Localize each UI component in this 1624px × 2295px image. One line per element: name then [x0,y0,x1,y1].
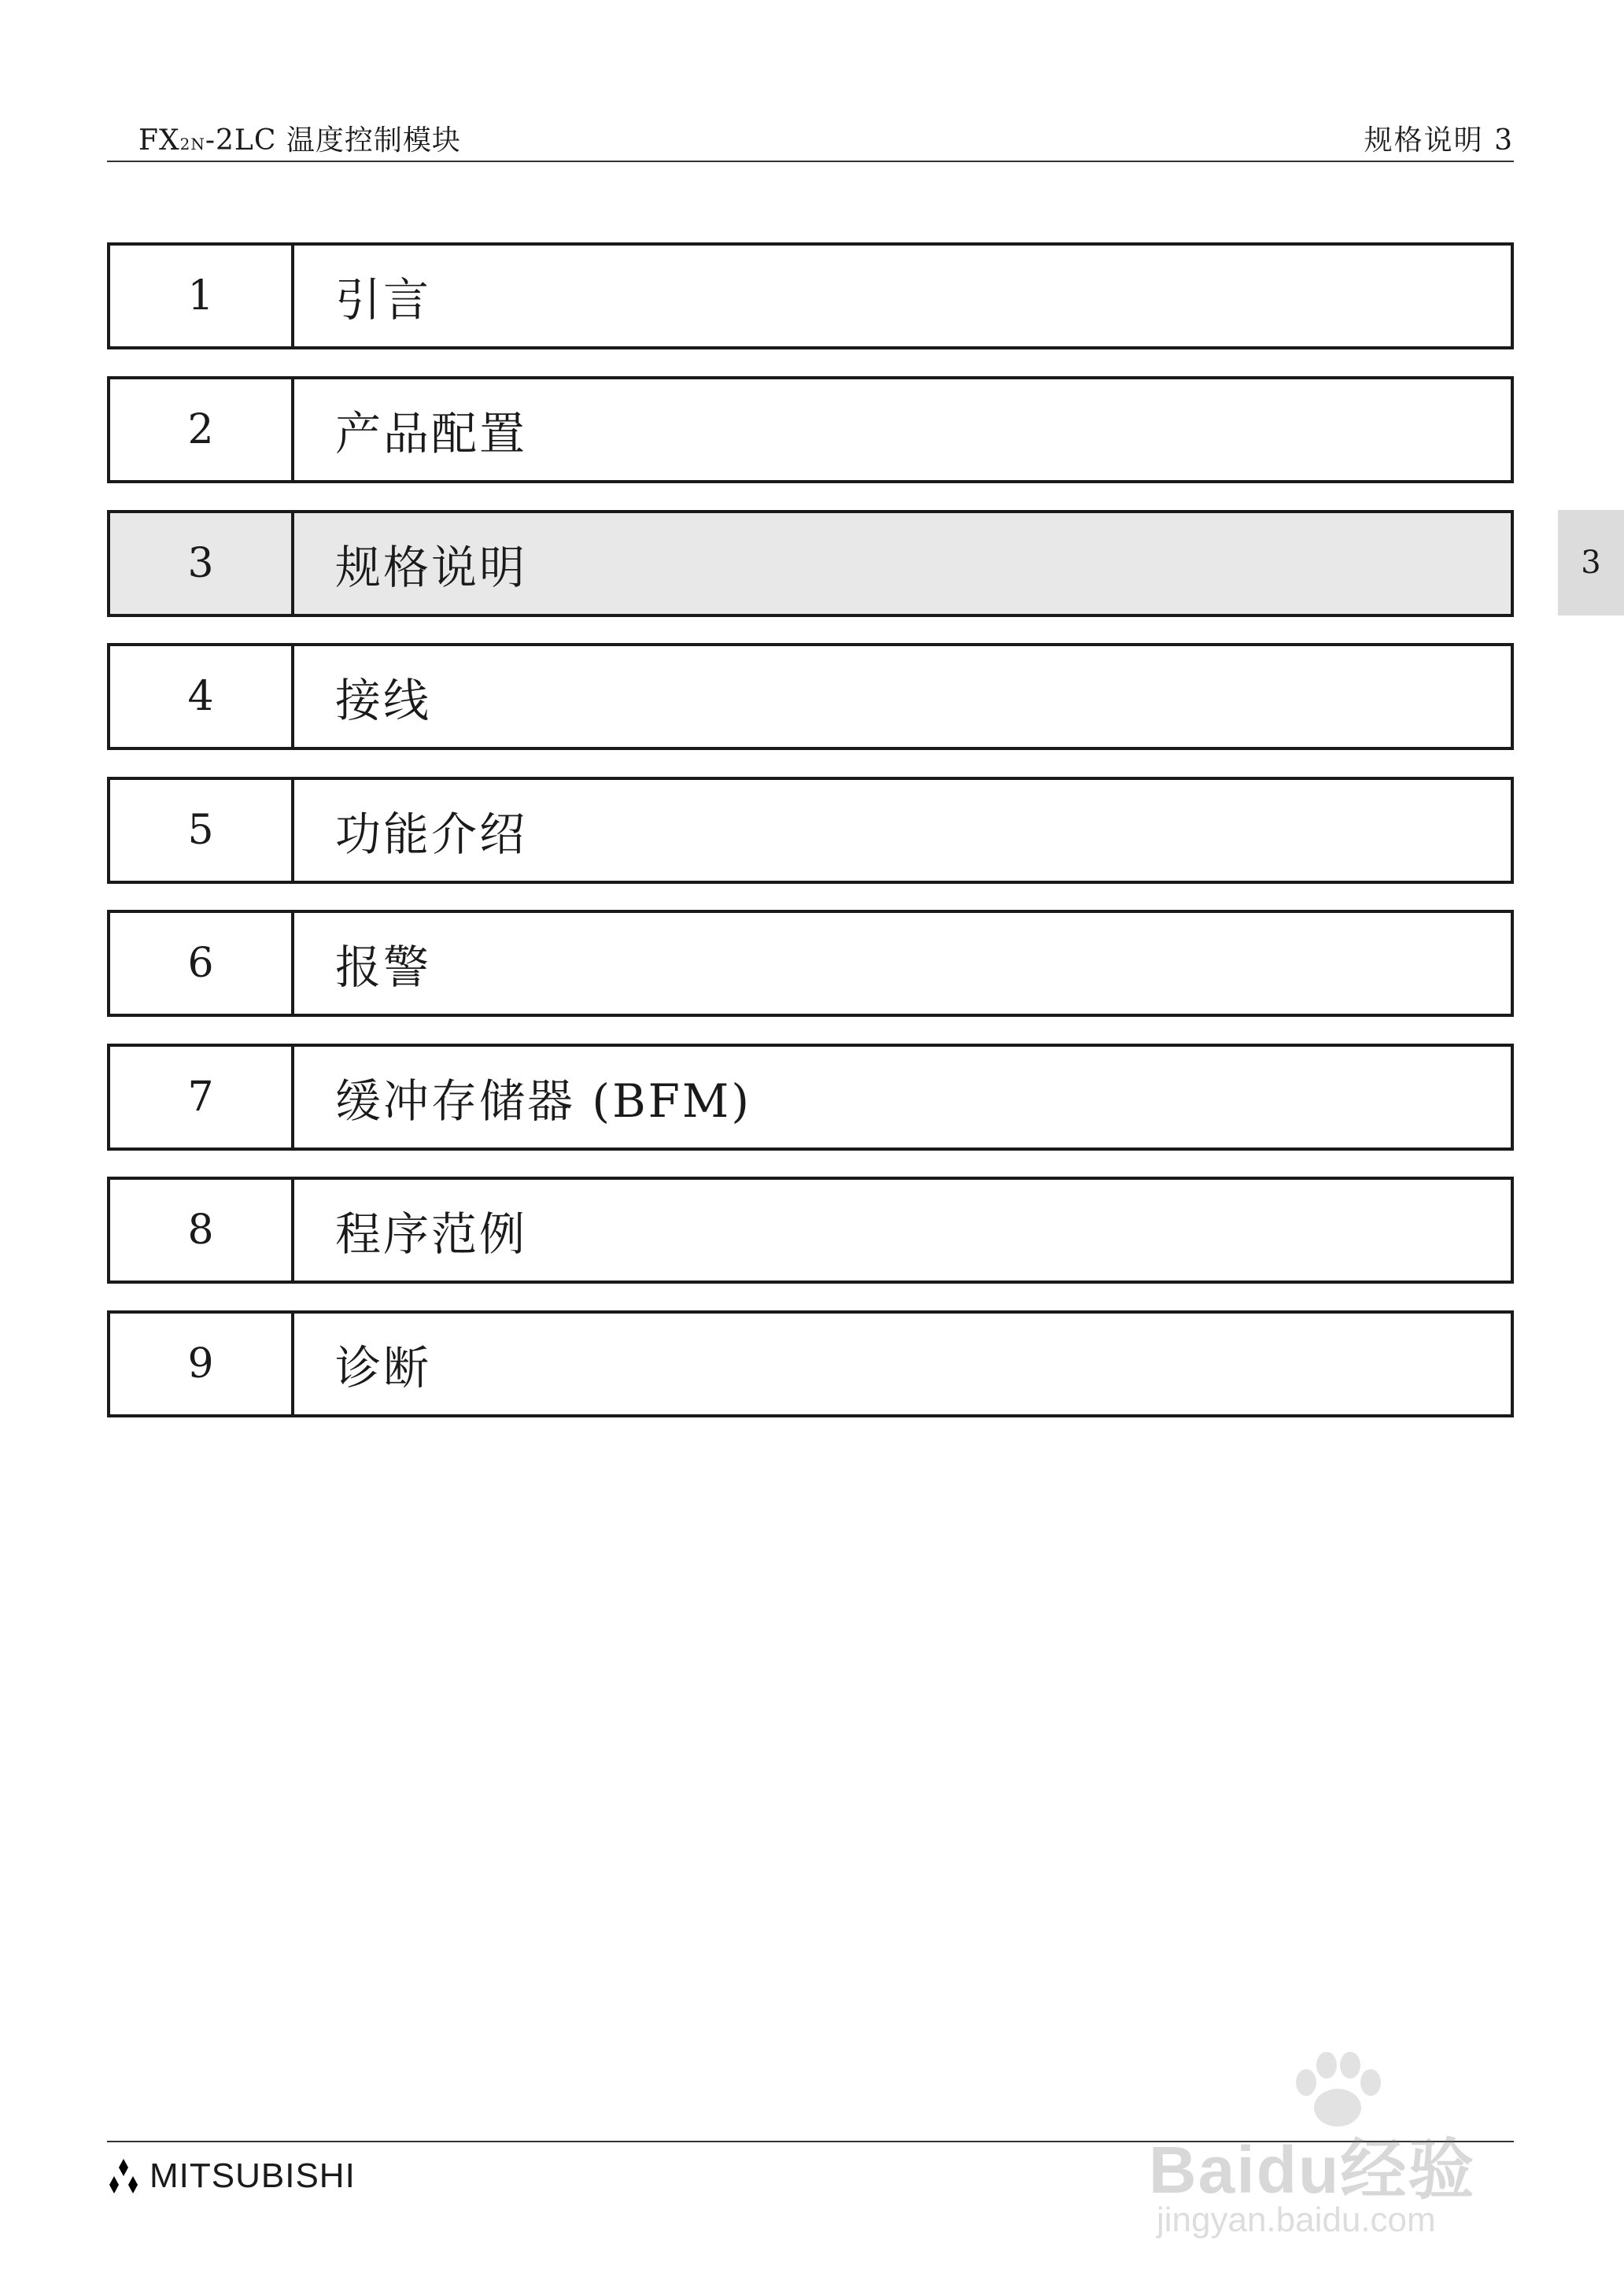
chapter-number: 8 [110,1180,294,1281]
chapter-row-3-active[interactable] [107,510,1514,617]
chapter-number: 1 [110,246,294,346]
chapter-row-8[interactable] [107,1177,1514,1284]
chapter-title: 产品配置 [335,407,528,460]
chapter-number: 7 [110,1047,294,1148]
chapter-title: 引言 [335,273,432,327]
side-chapter-tab[interactable]: 3 [1558,510,1624,615]
doc-title: 温度控制模块 [286,124,461,157]
chapter-row-9[interactable] [107,1310,1514,1417]
header-divider [107,161,1514,162]
chapter-row-4[interactable] [107,643,1514,750]
chapter-number: 5 [110,780,294,881]
model-prefix: FX [138,124,180,157]
document-header-title [138,118,461,158]
chapter-number: 2 [110,379,294,480]
chapter-title: 功能介绍 [335,808,528,861]
baidu-watermark [1149,2046,1526,2243]
chapter-title: 接线 [335,674,432,727]
watermark-url: jingyan.baidu.com [1157,2201,1436,2239]
chapter-title: 诊断 [335,1341,432,1395]
chapter-row-2[interactable] [107,376,1514,483]
chapter-title: 程序范例 [335,1207,528,1261]
model-suffix: -2LC [205,124,277,157]
chapter-title: 报警 [335,941,432,994]
chapter-number: 6 [110,913,294,1014]
chapter-row-1[interactable] [107,242,1514,349]
watermark-brand: Baidu经验 [1149,2133,1476,2207]
chapter-number: 3 [110,513,294,614]
section-label: 规格说明 3 [1364,124,1514,157]
mitsubishi-logo [104,2156,356,2196]
chapter-title: 规格说明 [335,541,528,594]
chapter-number: 4 [110,646,294,747]
chapter-number: 9 [110,1314,294,1414]
chapter-row-7[interactable] [107,1044,1514,1151]
mitsubishi-diamonds-icon [104,2159,143,2193]
model-subscript: 2N [179,135,205,153]
chapter-title: 缓冲存储器 (BFM) [335,1074,751,1128]
brand-name: MITSUBISHI [149,2156,356,2195]
chapter-row-5[interactable] [107,777,1514,884]
chapter-row-6[interactable] [107,910,1514,1017]
